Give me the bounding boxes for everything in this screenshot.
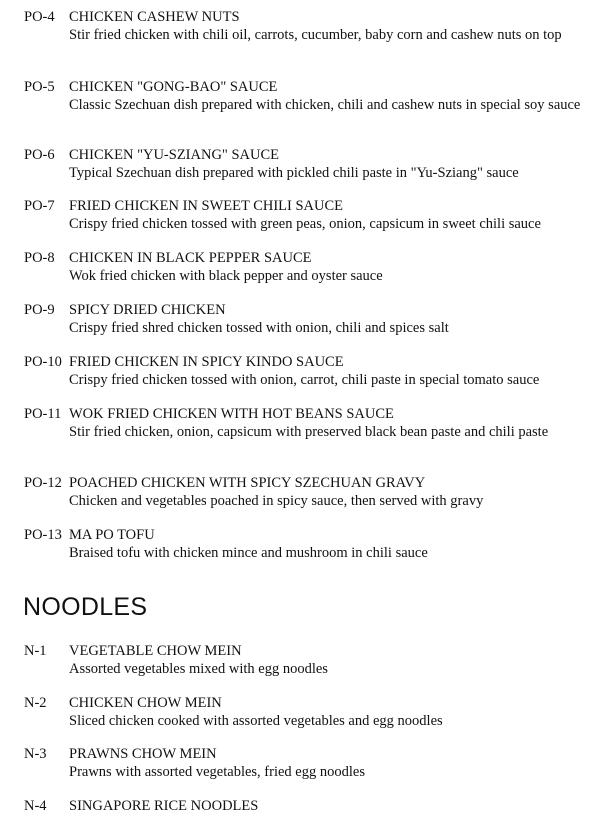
item-code: PO-9 bbox=[24, 302, 55, 318]
item-code: PO-13 bbox=[24, 527, 62, 543]
menu-item-n-2 bbox=[24, 694, 584, 730]
item-code: PO-8 bbox=[24, 250, 55, 266]
item-name: CHICKEN "GONG-BAO" SAUCE bbox=[69, 79, 278, 95]
item-code: N-2 bbox=[24, 695, 47, 711]
item-code: PO-4 bbox=[24, 9, 55, 25]
item-code: PO-10 bbox=[24, 354, 62, 370]
item-name: CHICKEN "YU-SZIANG" SAUCE bbox=[69, 147, 280, 163]
item-name: SPICY DRIED CHICKEN bbox=[69, 302, 226, 318]
item-name: PRAWNS CHOW MEIN bbox=[69, 746, 217, 762]
menu-item-po-5 bbox=[24, 78, 584, 114]
item-name: POACHED CHICKEN WITH SPICY SZECHUAN GRAVY bbox=[69, 475, 426, 491]
item-code: PO-5 bbox=[24, 79, 55, 95]
item-name: WOK FRIED CHICKEN WITH HOT BEANS SAUCE bbox=[69, 406, 394, 422]
item-description: Typical Szechuan dish prepared with pickled chili paste in "Yu-Sziang" sauce bbox=[69, 165, 519, 181]
item-description: Wok fried chicken with black pepper and oyster sauce bbox=[69, 268, 383, 284]
item-code: PO-7 bbox=[24, 198, 55, 214]
item-description: Crispy fried chicken tossed with green peas, onion, capsicum in sweet chili sauce bbox=[69, 216, 541, 232]
item-code: PO-12 bbox=[24, 475, 62, 491]
item-description: Braised tofu with chicken mince and mushroom in chili sauce bbox=[69, 545, 428, 561]
item-description: Prawns with assorted vegetables, fried egg noodles bbox=[69, 764, 365, 780]
item-description: Stir fried chicken, onion, capsicum with preserved black bean paste and chili paste bbox=[69, 424, 549, 440]
item-description: Sliced chicken cooked with assorted vegetables and egg noodles bbox=[69, 713, 443, 729]
item-description: Classic Szechuan dish prepared with chicken, chili and cashew nuts in special soy sauce bbox=[69, 97, 581, 113]
item-description: Stir fried chicken with chili oil, carrots, cucumber, baby corn and cashew nuts on top bbox=[69, 27, 562, 43]
menu-item-po-11 bbox=[24, 405, 584, 441]
item-code: N-4 bbox=[24, 798, 47, 814]
menu-item-n-4 bbox=[24, 797, 584, 815]
item-name: FRIED CHICKEN IN SPICY KINDO SAUCE bbox=[69, 354, 344, 370]
menu-item-n-1 bbox=[24, 642, 584, 678]
menu-item-po-12 bbox=[24, 474, 584, 510]
item-name: CHICKEN IN BLACK PEPPER SAUCE bbox=[69, 250, 312, 266]
item-code: N-1 bbox=[24, 643, 47, 659]
menu-item-po-13 bbox=[24, 526, 584, 562]
item-name: MA PO TOFU bbox=[69, 527, 155, 543]
section-title-noodles: NOODLES bbox=[23, 593, 148, 621]
menu-item-po-8 bbox=[24, 249, 584, 285]
menu-item-po-4 bbox=[24, 8, 584, 44]
item-name: CHICKEN CHOW MEIN bbox=[69, 695, 222, 711]
item-description: Assorted vegetables mixed with egg noodles bbox=[69, 661, 328, 677]
item-code: PO-6 bbox=[24, 147, 55, 163]
menu-item-po-10 bbox=[24, 353, 584, 389]
item-name: SINGAPORE RICE NOODLES bbox=[69, 798, 259, 814]
menu-item-po-6 bbox=[24, 146, 584, 182]
menu-item-po-7 bbox=[24, 197, 584, 233]
item-code: N-3 bbox=[24, 746, 47, 762]
item-name: CHICKEN CASHEW NUTS bbox=[69, 9, 240, 25]
menu-item-po-9 bbox=[24, 301, 584, 337]
item-code: PO-11 bbox=[24, 406, 62, 422]
item-name: VEGETABLE CHOW MEIN bbox=[69, 643, 242, 659]
item-name: FRIED CHICKEN IN SWEET CHILI SAUCE bbox=[69, 198, 344, 214]
item-description: Crispy fried shred chicken tossed with onion, chili and spices salt bbox=[69, 320, 449, 336]
menu-item-n-3 bbox=[24, 745, 584, 781]
item-description: Crispy fried chicken tossed with onion, carrot, chili paste in special tomato sauce bbox=[69, 372, 540, 388]
item-description: Chicken and vegetables poached in spicy sauce, then served with gravy bbox=[69, 493, 484, 509]
